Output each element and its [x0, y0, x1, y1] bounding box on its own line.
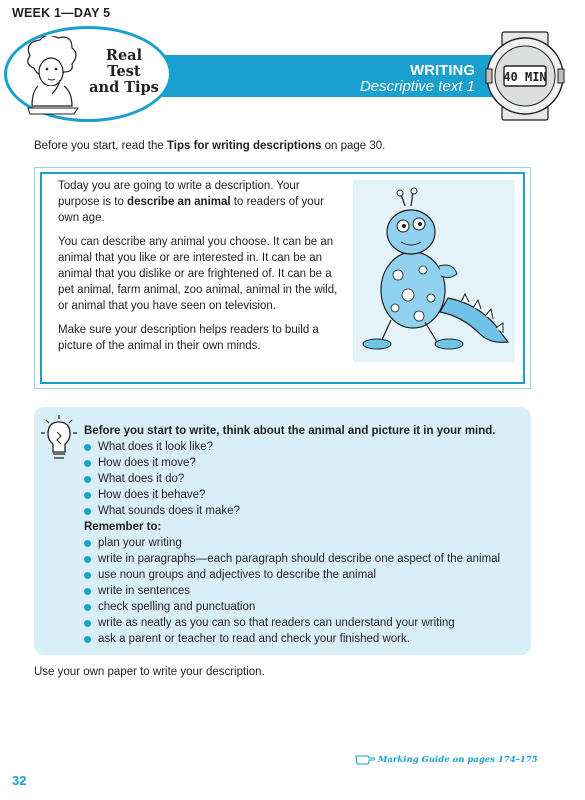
- task-paragraph-2: You can describe any animal you choose. It can be an animal that you like or are interested in. It can be an animal that you dislike or are frightened of. It can be a pet animal, farm animal, zoo animal, animal in the wild, or animal that you have seen on television.: [58, 236, 338, 312]
- pointing-hand-icon: [355, 753, 375, 765]
- remember-list: [84, 535, 524, 647]
- page-number: 32: [12, 773, 27, 788]
- badge-line-3: and Tips: [89, 79, 159, 96]
- list-item: check spelling and punctuation: [84, 599, 524, 615]
- monster-illustration: [353, 180, 515, 362]
- badge-line-1: Real: [105, 47, 143, 64]
- lightbulb-icon: [40, 414, 78, 464]
- list-item: What sounds does it make?: [84, 503, 524, 519]
- own-paper-note: Use your own paper to write your description.: [34, 666, 265, 678]
- list-item: write in paragraphs—each paragraph should describe one aspect of the animal: [84, 551, 524, 567]
- list-item: write as neatly as you can so that readers can understand your writing: [84, 615, 524, 631]
- badge-text: [84, 48, 164, 96]
- list-item: How does it behave?: [84, 487, 524, 503]
- tips-reference: Tips for writing descriptions: [166, 140, 322, 152]
- tips-content: [84, 423, 524, 647]
- stopwatch-icon: [480, 30, 570, 122]
- week-day-label: WEEK 1—DAY 5: [12, 6, 111, 20]
- list-item: write in sentences: [84, 583, 524, 599]
- intro-line: Before you start, read the Tips for writing descriptions on page 30.: [34, 140, 386, 152]
- task-paragraph-1: Today you are going to write a description. Your purpose is to describe an animal to readers of your own age.: [58, 180, 324, 224]
- list-item: use noun groups and adjectives to describe the animal: [84, 567, 524, 583]
- list-item: How does it move?: [84, 455, 524, 471]
- marking-guide-note: Marking Guide on pages 174–175: [378, 755, 538, 765]
- section-title: WRITING: [410, 62, 475, 79]
- list-item: What does it look like?: [84, 439, 524, 455]
- badge-line-2: Test: [107, 63, 141, 80]
- list-item: ask a parent or teacher to read and check your finished work.: [84, 631, 524, 647]
- list-item: plan your writing: [84, 535, 524, 551]
- task-paragraph-3: Make sure your description helps readers to build a picture of the animal in their own minds.: [58, 324, 319, 352]
- girl-illustration: [18, 36, 88, 116]
- section-subtitle: Descriptive text 1: [359, 78, 475, 95]
- task-text: [58, 178, 338, 362]
- remember-heading: Remember to:: [84, 521, 162, 533]
- timer-text: 40 MIN: [503, 70, 547, 84]
- list-item: What does it do?: [84, 471, 524, 487]
- tips-heading: Before you start to write, think about the animal and picture it in your mind.: [84, 425, 496, 437]
- question-list: [84, 439, 524, 519]
